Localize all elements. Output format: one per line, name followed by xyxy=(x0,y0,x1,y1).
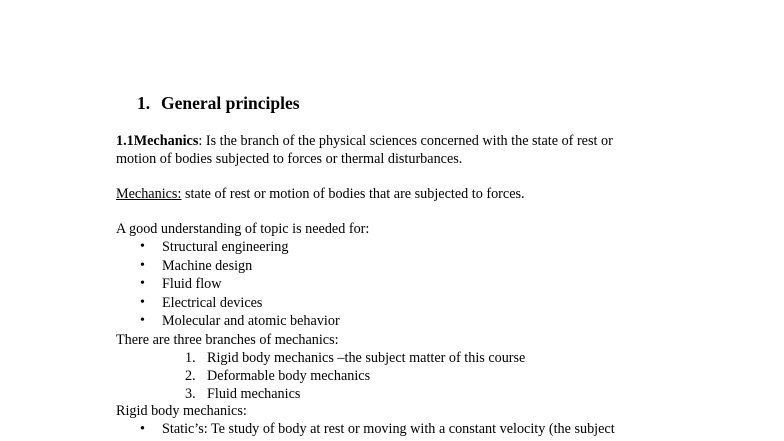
understanding-intro: A good understanding of topic is needed for: xyxy=(116,221,370,237)
list-item-text: Fluid mechanics xyxy=(207,385,301,402)
list-item xyxy=(140,312,340,331)
bullet-icon: • xyxy=(140,421,145,437)
bullet-icon: • xyxy=(140,276,145,292)
list-item xyxy=(185,349,525,367)
definition-line-2: motion of bodies subjected to forces or thermal disturbances. xyxy=(116,151,463,167)
rigid-intro: Rigid body mechanics: xyxy=(116,403,247,419)
short-definition-text: state of rest or motion of bodies that are subjected to forces. xyxy=(181,186,525,202)
list-item-text: Electrical devices xyxy=(162,294,263,311)
bullet-icon: • xyxy=(140,239,145,254)
understanding-list xyxy=(140,238,340,331)
branches-intro: There are three branches of mechanics: xyxy=(116,332,339,348)
definition-line-1 xyxy=(116,132,613,150)
list-item xyxy=(140,257,340,276)
bullet-icon: • xyxy=(140,257,145,273)
statics-text: Static’s: Te study of body at rest or moving with a constant velocity (the subject xyxy=(162,421,615,437)
list-item xyxy=(185,367,525,385)
definition-label: 1.1Mechanics xyxy=(116,133,199,149)
list-item-number: 1. xyxy=(185,350,196,366)
bullet-icon: • xyxy=(140,313,145,329)
list-item-text: Molecular and atomic behavior xyxy=(162,313,340,330)
section-title: General principles xyxy=(161,93,300,113)
statics-item xyxy=(140,420,615,438)
list-item-number: 2. xyxy=(185,367,196,384)
definition-text-1: : Is the branch of the physical sciences concerned with the state of rest or xyxy=(198,133,613,149)
list-item-text: Rigid body mechanics –the subject matter of this course xyxy=(207,350,526,366)
list-item xyxy=(185,385,525,403)
list-item xyxy=(140,294,340,313)
list-item xyxy=(140,238,340,257)
list-item xyxy=(140,275,340,294)
branches-list xyxy=(185,349,525,402)
section-number: 1. xyxy=(137,93,151,113)
bullet-icon: • xyxy=(140,294,145,310)
list-item-number: 3. xyxy=(185,385,196,402)
list-item-text: Deformable body mechanics xyxy=(207,367,371,384)
short-definition-label: Mechanics: xyxy=(116,186,182,202)
section-heading xyxy=(137,92,300,114)
list-item-text: Structural engineering xyxy=(162,239,289,255)
list-item-text: Machine design xyxy=(162,257,253,274)
list-item-text: Fluid flow xyxy=(162,276,222,293)
short-definition xyxy=(116,185,525,203)
